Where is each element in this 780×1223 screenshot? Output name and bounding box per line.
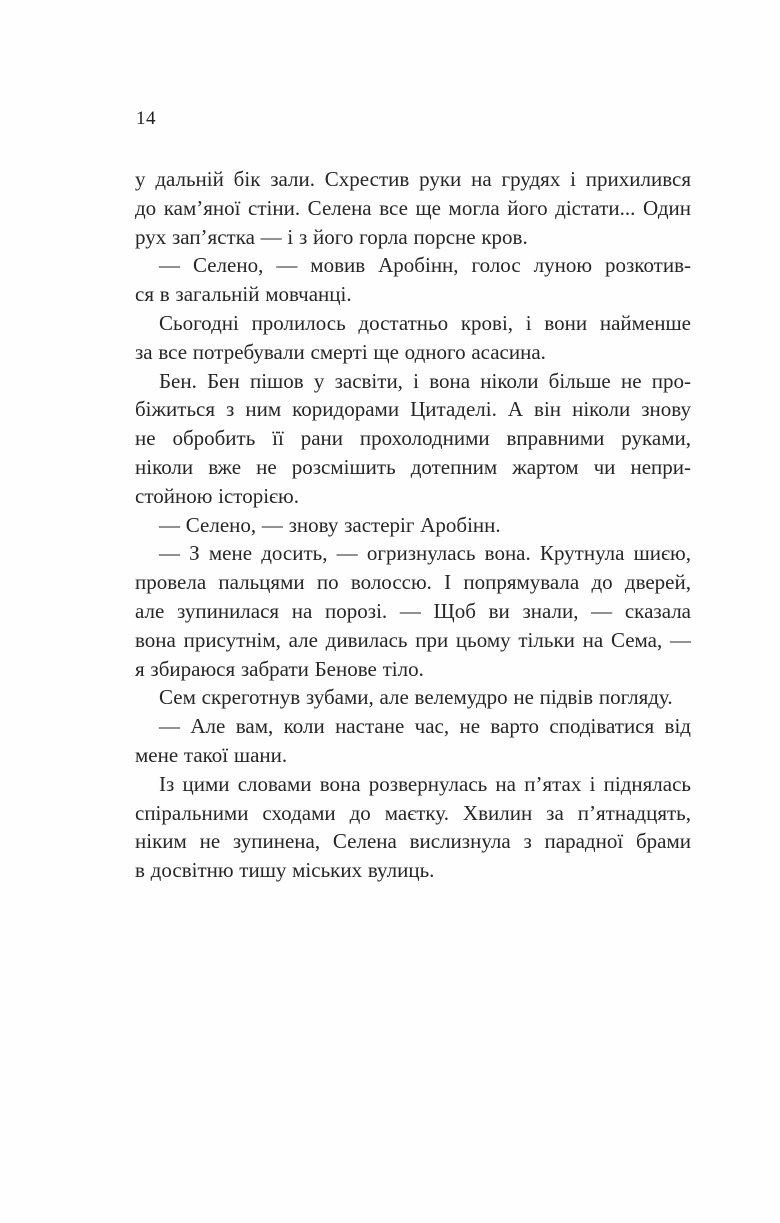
text-line: Сем скреготнув зубами, але велемудро не підвів погляду. — [159, 685, 673, 710]
text-line: до кам’яної стіни. Селена все ще могла його дістати... Один — [135, 195, 691, 220]
paragraph — [135, 251, 691, 309]
text-line: в досвітню тишу міських вулиць. — [135, 858, 435, 883]
text-line: — Але вам, коли настане час, не варто сподіватися від — [159, 714, 691, 739]
text-line: у дальній бік зали. Схрестив руки на грудях і прихилився — [135, 167, 691, 191]
paragraph — [135, 165, 691, 251]
text-line: провела пальцями по волоссю. І попрямувала до дверей, — [135, 570, 691, 595]
text-line: Сьогодні пролилось достатньо крові, і вони найменше — [159, 310, 691, 335]
text-line: — З мене досить, — огризнулась вона. Крутнула шиєю, — [159, 541, 691, 566]
text-line: — Селено, — мовив Аробінн, голос луною розкотив- — [159, 253, 691, 278]
paragraph — [135, 712, 691, 770]
paragraph — [135, 770, 691, 885]
text-line: — Селено, — знову застеріг Аробінн. — [159, 512, 501, 537]
text-line: Бен. Бен пішов у засвіти, і вона ніколи більше не про- — [159, 368, 691, 393]
text-line: але зупинилася на порозі. — Щоб ви знали, — сказала — [135, 598, 691, 623]
page-number: 14 — [136, 108, 156, 129]
paragraph — [135, 309, 691, 367]
page-text — [135, 165, 691, 885]
text-line: ніким не зупинена, Селена вислизнула з парадної брами — [135, 829, 691, 854]
text-line: мене такої шани. — [135, 742, 288, 767]
text-line: стойною історією. — [135, 483, 299, 508]
text-line: біжиться з ним коридорами Цитаделі. А він ніколи знову — [135, 397, 691, 422]
paragraph — [135, 539, 691, 683]
text-line: вона присутнім, але дивилась при цьому тільки на Сема, — — [135, 627, 691, 652]
text-line: ніколи вже не розсмішить дотепним жартом чи непри- — [135, 454, 691, 479]
text-line: я збираюся забрати Бенове тіло. — [135, 656, 424, 681]
text-line: Із цими словами вона розвернулась на п’ятах і піднялась — [159, 771, 691, 796]
paragraph — [135, 683, 691, 712]
text-line: ся в загальній мовчанці. — [135, 282, 352, 307]
paragraph — [135, 511, 691, 540]
text-line: спіральними сходами до маєтку. Хвилин за п’ятнадцять, — [135, 800, 691, 825]
paragraph — [135, 367, 691, 511]
text-line: рух зап’ястка — і з його горла порсне кров. — [135, 224, 528, 249]
text-line: за все потребували смерті ще одного асасина. — [135, 339, 546, 364]
text-line: не обробить її рани прохолодними вправними руками, — [135, 426, 691, 451]
